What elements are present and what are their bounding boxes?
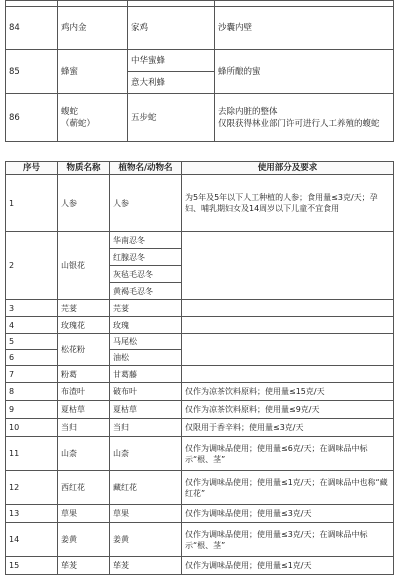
source-name: 草果 — [110, 505, 182, 523]
row-number: 13 — [6, 505, 58, 523]
top-table — [5, 0, 394, 142]
row-number: 10 — [6, 419, 58, 437]
row-number: 4 — [6, 317, 58, 334]
table-row — [6, 334, 394, 350]
usage-part: 仅限用于香辛料；使用量≤3克/天 — [182, 419, 394, 437]
table-header-row — [6, 162, 394, 175]
usage-part: 蜂所酿的蜜 — [215, 50, 394, 94]
substance-name: 草果 — [58, 505, 110, 523]
row-number: 85 — [6, 50, 58, 94]
substance-name: 玫瑰花 — [58, 317, 110, 334]
source-name: 荜茇 — [110, 557, 182, 575]
source-name: 姜黄 — [110, 523, 182, 557]
substance-name: 姜黄 — [58, 523, 110, 557]
header-number: 序号 — [6, 162, 58, 175]
source-name: 当归 — [110, 419, 182, 437]
source-name: 马尾松 — [110, 334, 182, 350]
row-number: 2 — [6, 232, 58, 300]
substance-name — [58, 94, 128, 142]
table-row — [6, 383, 394, 401]
substance-name: 荜茇 — [58, 557, 110, 575]
substance-name: 粉葛 — [58, 366, 110, 383]
table-row — [6, 7, 394, 50]
source-name: 油松 — [110, 350, 182, 366]
source-name: 家鸡 — [128, 7, 215, 50]
usage-part — [182, 317, 394, 334]
source-name: 夏枯草 — [110, 401, 182, 419]
table-row — [6, 471, 394, 505]
usage-part: 仅作为调味品使用；使用量≤1克/天 — [182, 557, 394, 575]
usage-part: 沙囊内壁 — [215, 7, 394, 50]
substance-name: 当归 — [58, 419, 110, 437]
substance-name: 蜂蜜 — [58, 50, 128, 94]
substance-name: 鸡内金 — [58, 7, 128, 50]
substance-name: 山银花 — [58, 232, 110, 300]
substance-name-alt: （蕲蛇） — [61, 118, 96, 129]
source-name: 黄褐毛忍冬 — [110, 283, 182, 300]
substance-name: 松花粉 — [58, 334, 110, 366]
table-row — [6, 419, 394, 437]
substance-name: 布渣叶 — [58, 383, 110, 401]
usage-part: 仅作为调味品使用；使用量≤6克/天；在调味品中标示“根、茎” — [182, 437, 394, 471]
source-name: 藏红花 — [110, 471, 182, 505]
substance-name: 人参 — [58, 175, 110, 232]
source-name: 意大利蜂 — [128, 72, 215, 94]
source-name: 灰毡毛忍冬 — [110, 266, 182, 283]
row-number: 6 — [6, 350, 58, 366]
header-name: 物质名称 — [58, 162, 110, 175]
table-row — [6, 175, 394, 232]
row-number: 8 — [6, 383, 58, 401]
row-number: 3 — [6, 300, 58, 317]
substance-name: 夏枯草 — [58, 401, 110, 419]
substance-name: 芫荽 — [58, 300, 110, 317]
substance-name-main: 蝮蛇 — [61, 106, 79, 117]
row-number: 84 — [6, 7, 58, 50]
table-row — [6, 557, 394, 575]
usage-part — [182, 232, 394, 300]
source-name: 华南忍冬 — [110, 232, 182, 249]
source-name: 甘葛藤 — [110, 366, 182, 383]
source-name: 中华蜜蜂 — [128, 50, 215, 72]
row-number: 11 — [6, 437, 58, 471]
row-number: 9 — [6, 401, 58, 419]
source-name: 芫荽 — [110, 300, 182, 317]
table-row — [6, 232, 394, 249]
row-number: 1 — [6, 175, 58, 232]
substance-name: 西红花 — [58, 471, 110, 505]
source-name: 山柰 — [110, 437, 182, 471]
source-name: 破布叶 — [110, 383, 182, 401]
table-row — [6, 366, 394, 383]
table-row — [6, 401, 394, 419]
row-number: 12 — [6, 471, 58, 505]
header-part: 使用部分及要求 — [182, 162, 394, 175]
table-row — [6, 50, 394, 72]
row-number: 14 — [6, 523, 58, 557]
usage-part — [182, 366, 394, 383]
row-number: 7 — [6, 366, 58, 383]
usage-part: 仅作为调味品使用；使用量≤3克/天 — [182, 505, 394, 523]
source-name: 人参 — [110, 175, 182, 232]
source-name: 五步蛇 — [128, 94, 215, 142]
row-number: 15 — [6, 557, 58, 575]
usage-part — [182, 334, 394, 366]
usage-part: 去除内脏的整体 仅限获得林业部门许可进行人工养殖的蝮蛇 — [215, 94, 394, 142]
usage-part: 仅作为凉茶饮料原料；使用量≤15克/天 — [182, 383, 394, 401]
usage-part: 仅作为调味品使用；使用量≤3克/天；在调味品中标示“根、茎” — [182, 523, 394, 557]
source-name: 红腺忍冬 — [110, 249, 182, 266]
substance-name: 山柰 — [58, 437, 110, 471]
header-source: 植物名/动物名 — [110, 162, 182, 175]
table-row — [6, 94, 394, 142]
row-number: 5 — [6, 334, 58, 350]
table-row — [6, 505, 394, 523]
source-name: 玫瑰 — [110, 317, 182, 334]
table-row — [6, 523, 394, 557]
table-row — [6, 317, 394, 334]
table-row — [6, 300, 394, 317]
usage-part: 为5年及5年以下人工种植的人参；食用量≤3克/天；孕妇、哺乳期妇女及14周岁以下儿童不宜食用 — [182, 175, 394, 232]
main-table — [5, 161, 394, 575]
row-number: 86 — [6, 94, 58, 142]
usage-part — [182, 300, 394, 317]
table-row — [6, 437, 394, 471]
usage-part: 仅作为凉茶饮料原料；使用量≤9克/天 — [182, 401, 394, 419]
usage-part: 仅作为调味品使用；使用量≤1克/天；在调味品中也称“藏红花” — [182, 471, 394, 505]
